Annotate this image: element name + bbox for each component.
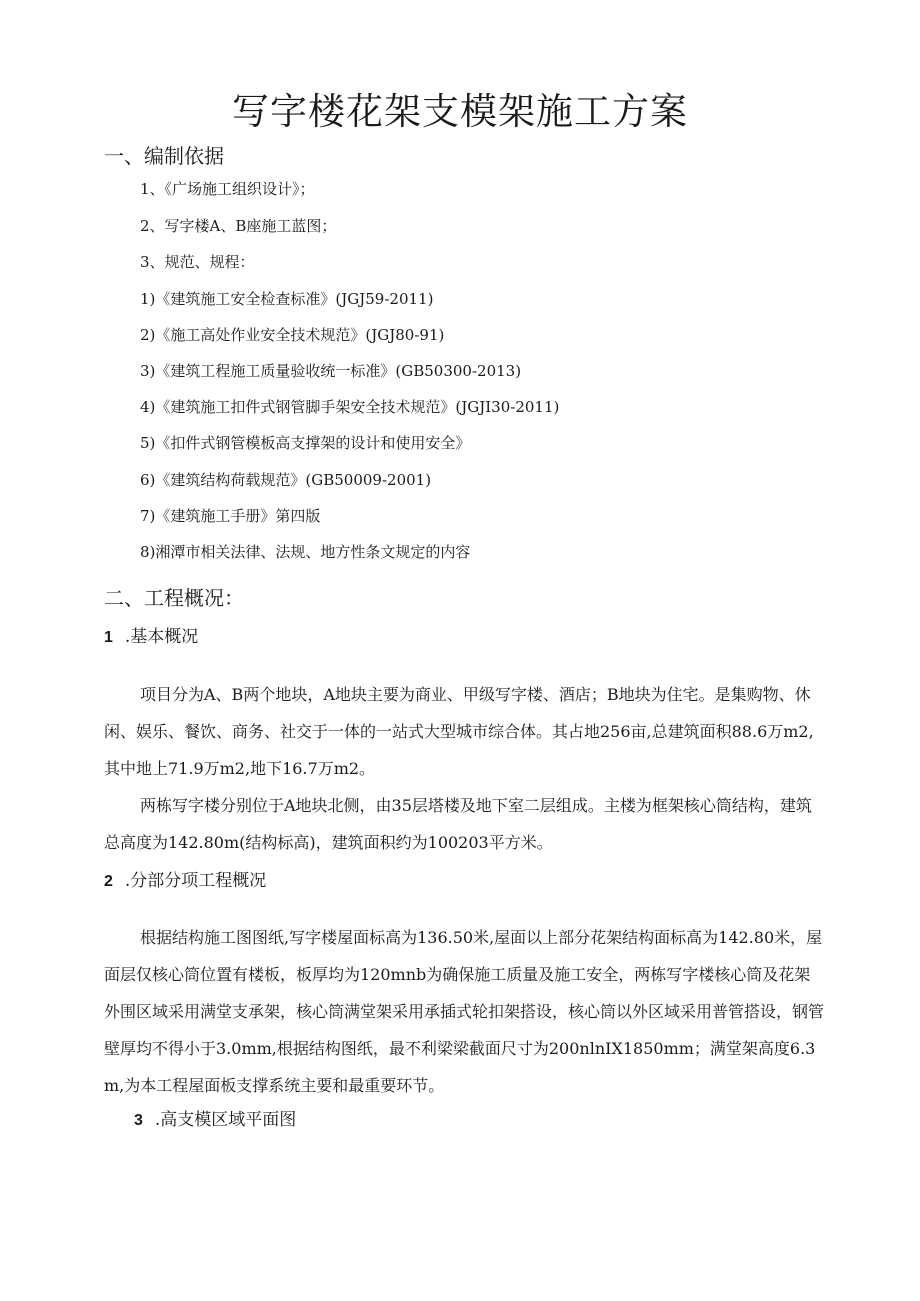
subsection-label: .分部分项工程概况 [124,871,267,891]
subsection-divisional-overview [104,869,266,894]
paragraph-project-overview: 项目分为A、B两个地块，A地块主要为商业、甲级写字楼、酒店；B地块为住宅。是集购物、休闲、娱乐、餐饮、商务、社交于一体的一站式大型城市综合体。其占地256亩,总建筑面积88.6万m2,其中地上71.9万m2,地下16.7万m2。 [104,685,814,778]
basis-item: 3、规范、规程： [140,253,255,271]
subsection-basic-overview [104,625,198,650]
subsection-number: 2 [104,873,113,890]
paragraph-structure-details: 根据结构施工图图纸,写字楼屋面标高为136.50米,屋面以上部分花架结构面标高为142.80米，屋面层仅核心筒位置有楼板，板厚均为120mnb为确保施工质量及施工安全，两栋写字楼核心筒及花架外围区域采用满堂支承架，核心筒满堂架采用承插式轮扣架搭设，核心筒以外区域采用普管搭设，钢管壁厚均不得小于3.0mm,根据结构图纸，最不利梁梁截面尺寸为200nlnIX1850mm；满堂架高度6.3m,为本工程屋面板支撑系统主要和最重要环节。 [104,928,825,1095]
document-title: 写字楼花架支模架施工方案 [232,90,688,133]
basis-item: 1)《建筑施工安全检查标准》(JGJ59-2011) [140,290,434,308]
basis-item: 7)《建筑施工手册》第四版 [140,507,321,525]
basis-item: 8)湘潭市相关法律、法规、地方性条文规定的内容 [140,543,471,561]
subsection-number: 3 [134,1112,143,1129]
basis-item: 3)《建筑工程施工质量验收统一标准》(GB50300-2013) [140,362,522,380]
basis-item: 1、《广场施工组织设计》； [140,180,315,198]
basis-item: 6)《建筑结构荷载规范》(GB50009-2001) [140,471,432,489]
subsection-formwork-plan [134,1108,296,1133]
basis-item: 4)《建筑施工扣件式钢管脚手架安全技术规范》(JGJI30-2011) [140,398,560,416]
paragraph-towers: 两栋写字楼分别位于A地块北侧，由35层塔楼及地下室二层组成。主楼为框架核心筒结构，建筑总高度为142.80m(结构标高)，建筑面积约为100203平方米。 [104,796,812,852]
subsection-label: .高支模区域平面图 [154,1110,297,1130]
subsection-number: 1 [104,629,113,646]
subsection-label: .基本概况 [124,627,199,647]
section-heading-basis: 一、编制依据 [104,144,224,168]
basis-item: 2)《施工高处作业安全技术规范》(JGJ80-91) [140,326,445,344]
basis-item: 5)《扣件式钢管模板高支撑架的设计和使用安全》 [140,434,471,452]
section-heading-overview: 二、工程概况： [104,586,244,610]
basis-item: 2、写字楼A、B座施工蓝图； [140,217,337,235]
